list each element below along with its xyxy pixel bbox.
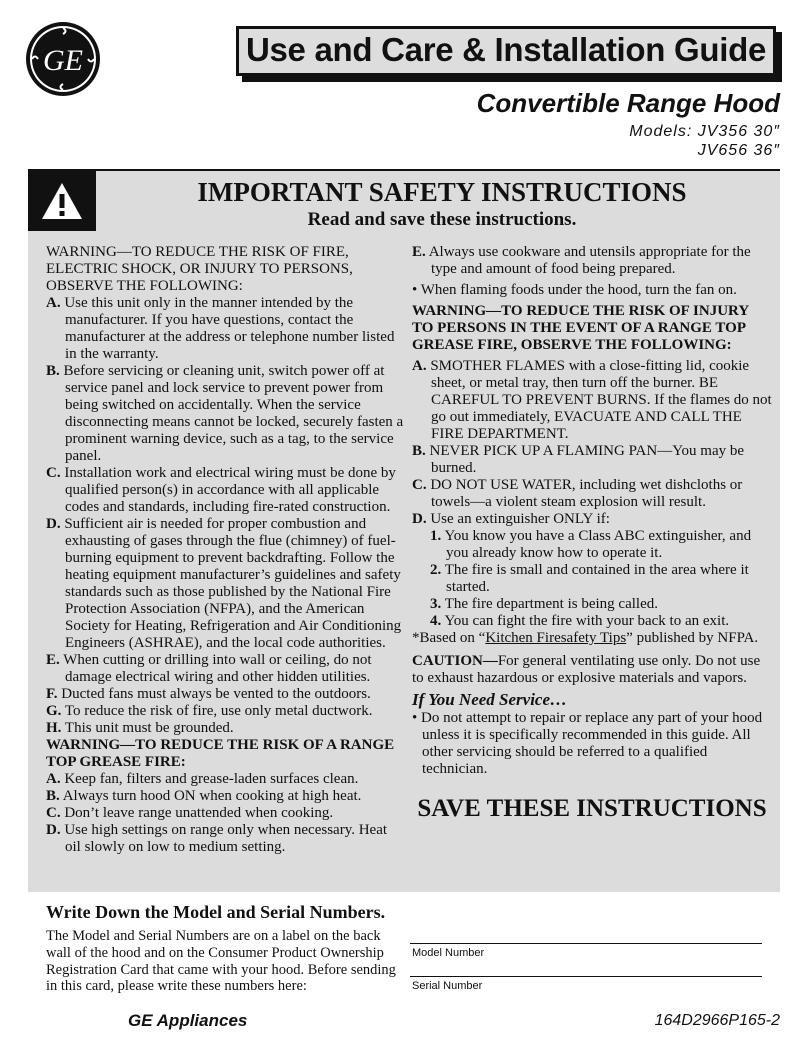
item-text: Use high settings on range only when necessary. Heat oil slowly on low to medium setting.	[64, 822, 388, 855]
flaming-foods-bullet: • When flaming foods under the hood, turn the fan on.	[412, 282, 737, 298]
list-item	[412, 443, 772, 477]
sub-item-number: 1.	[430, 528, 442, 544]
sub-item-text: The fire department is being called.	[444, 596, 658, 612]
list-item	[412, 511, 772, 528]
service-text: • Do not attempt to repair or replace any part of your hood unless it is specifically recommended in this guide. All other servicing should be referred to a qualified technician.	[412, 710, 763, 777]
warning-icon-box	[28, 171, 96, 231]
serial-number-line[interactable]	[410, 976, 762, 977]
guide-title: Use and Care & Installation Guide	[245, 31, 767, 68]
safety-right-column	[412, 244, 772, 822]
title-box	[236, 26, 776, 76]
list-item	[46, 465, 404, 516]
item-text: This unit must be grounded.	[64, 720, 234, 736]
record-title: Write Down the Model and Serial Numbers.	[46, 902, 386, 922]
footer-brand: GE Appliances	[128, 1011, 248, 1030]
nfpa-footnote	[412, 630, 772, 647]
warning-triangle-icon	[40, 181, 84, 221]
item-letter: C.	[46, 465, 61, 481]
list-item	[46, 295, 404, 363]
item-letter: D.	[46, 822, 61, 838]
sub-list-item	[412, 562, 772, 596]
footnote-suffix: ” published by NFPA.	[626, 630, 759, 646]
list-item	[46, 652, 404, 686]
list-item	[46, 771, 404, 788]
models-line-1: Models: JV356 30″	[629, 123, 780, 140]
sub-item-number: 2.	[430, 562, 442, 578]
item-letter: C.	[46, 805, 61, 821]
footnote-prefix: *Based on “	[412, 630, 486, 646]
item-text: Always use cookware and utensils appropriate for the type and amount of food being prepared.	[428, 244, 751, 277]
product-subtitle: Convertible Range Hood	[476, 88, 780, 118]
item-letter: F.	[46, 686, 58, 702]
item-text: Use an extinguisher ONLY if:	[430, 511, 610, 527]
sub-item-number: 4.	[430, 613, 442, 629]
list-item	[412, 477, 772, 511]
item-text: When cutting or drilling into wall or ceiling, do not damage electrical wiring and other hidden utilities.	[63, 652, 372, 685]
grease-fire-warning: WARNING—TO REDUCE THE RISK OF A RANGE TOP GREASE FIRE:	[46, 737, 395, 770]
item-text: Use this unit only in the manner intended by the manufacturer. If you have questions, contact the manufacturer at the address or telephone number listed in the warranty.	[64, 295, 395, 362]
item-letter: E.	[46, 652, 60, 668]
list-item	[46, 363, 404, 465]
item-letter: D.	[412, 511, 427, 527]
sub-item-text: The fire is small and contained in the area where it started.	[444, 562, 749, 595]
item-text: Don’t leave range unattended when cooking.	[64, 805, 334, 821]
ge-logo	[24, 20, 102, 98]
service-heading: If You Need Service…	[412, 690, 568, 709]
sub-list-item	[412, 613, 772, 630]
item-letter: B.	[46, 363, 60, 379]
safety-subtitle: Read and save these instructions.	[307, 209, 577, 230]
sub-list-item	[412, 596, 772, 613]
item-text: To reduce the risk of fire, use only metal ductwork.	[64, 703, 373, 719]
list-item	[46, 805, 404, 822]
item-letter: E.	[412, 244, 426, 260]
footnote-link: Kitchen Firesafety Tips	[485, 630, 627, 646]
list-item	[46, 720, 404, 737]
models-line-2: JV656 36″	[697, 142, 780, 159]
caution-text: For general ventilating use only. Do not use to exhaust hazardous or explosive materials and vapors.	[412, 653, 761, 686]
model-number-line[interactable]	[410, 943, 762, 944]
serial-number-label: Serial Number	[412, 980, 483, 992]
item-letter: A.	[46, 295, 61, 311]
model-number-label: Model Number	[412, 947, 485, 959]
item-letter: H.	[46, 720, 62, 736]
list-item	[46, 686, 404, 703]
item-letter: D.	[46, 516, 61, 532]
record-text: The Model and Serial Numbers are on a label on the back wall of the hood and on the Consumer Product Ownership Registration Card that came with your hood. Before sending in this card, please write these numbers here:	[46, 928, 396, 995]
sub-item-text: You know you have a Class ABC extinguisher, and you already know how to operate it.	[444, 528, 752, 561]
item-text: Ducted fans must always be vented to the outdoors.	[61, 686, 371, 702]
item-text: DO NOT USE WATER, including wet dishcloths or towels—a violent steam explosion will result.	[430, 477, 743, 510]
list-item	[46, 703, 404, 720]
item-letter: B.	[412, 443, 426, 459]
item-text: Installation work and electrical wiring must be done by qualified person(s) in accordance with all applicable codes and standards, including fire-rated construction.	[64, 465, 396, 515]
item-text: Before servicing or cleaning unit, switch power off at service panel and lock service to prevent power from being switched on accidentally. When the service disconnecting means cannot be locked, securely fasten a prominent warning device, such as a tag, to the service panel.	[63, 363, 404, 464]
save-instructions: SAVE THESE INSTRUCTIONS	[417, 795, 767, 822]
warning-intro: WARNING—TO REDUCE THE RISK OF FIRE, ELECTRIC SHOCK, OR INJURY TO PERSONS, OBSERVE THE FOLLOWING:	[46, 244, 353, 294]
list-item	[46, 788, 404, 805]
sub-list-item	[412, 528, 772, 562]
caution-paragraph	[412, 653, 772, 687]
item-text: Sufficient air is needed for proper combustion and exhausting of gases through the flue (chimney) of fuel-burning equipment to prevent backdrafting. Follow the heating equipment manufacturer’s guidelines and safety standards such as those published by the National Fire Protection Association (NFPA), and the American Society for Heating, Refrigeration and Air Conditioning Engineers (ASHRAE), and the local code authorities.	[64, 516, 402, 651]
sub-item-number: 3.	[430, 596, 442, 612]
injury-warning: WARNING—TO REDUCE THE RISK OF INJURY TO PERSONS IN THE EVENT OF A RANGE TOP GREASE FIRE, OBSERVE THE FOLLOWING:	[412, 303, 749, 353]
item-letter: A.	[46, 771, 61, 787]
safety-title: IMPORTANT SAFETY INSTRUCTIONS	[197, 177, 687, 207]
safety-panel	[28, 169, 780, 892]
list-item	[412, 358, 772, 443]
item-text: Keep fan, filters and grease-laden surfaces clean.	[64, 771, 359, 787]
list-item	[46, 822, 404, 856]
sub-item-text: You can fight the fire with your back to an exit.	[444, 613, 730, 629]
item-letter: C.	[412, 477, 427, 493]
list-item	[46, 516, 404, 652]
item-letter: A.	[412, 358, 427, 374]
item-text: SMOTHER FLAMES with a close-fitting lid, cookie sheet, or metal tray, then turn off the burner. BE CAREFUL TO PREVENT BURNS. If the flames do not go out immediately, EVACUATE AND CALL THE FIRE DEPARTMENT.	[430, 358, 772, 442]
list-item	[412, 244, 772, 278]
ge-logo-text: GE	[43, 44, 83, 77]
item-text: Always turn hood ON when cooking at high heat.	[62, 788, 362, 804]
safety-left-column	[46, 244, 404, 856]
item-letter: G.	[46, 703, 62, 719]
caution-label: CAUTION—	[412, 653, 498, 669]
item-letter: B.	[46, 788, 60, 804]
item-text: NEVER PICK UP A FLAMING PAN—You may be burned.	[429, 443, 745, 476]
part-number: 164D2966P165-2	[654, 1012, 780, 1029]
